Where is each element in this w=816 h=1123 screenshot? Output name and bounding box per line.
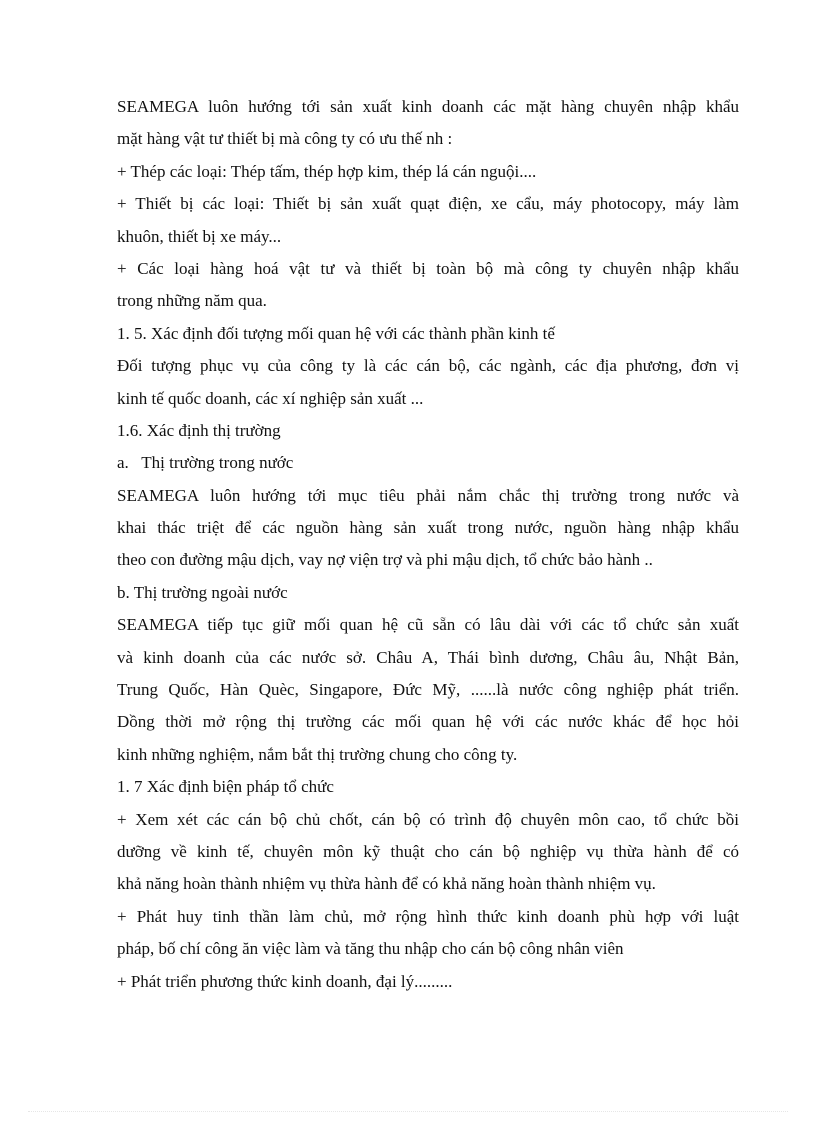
section-heading-1-7: 1. 7 Xác định biện pháp tổ chức: [117, 777, 334, 797]
bullet-business-methods: + Phát triển phương thức kinh doanh, đại lý.........: [117, 971, 453, 991]
bullet-steel: + Thép các loại: Thép tấm, thép hợp kim, thép lá cán nguội....: [117, 161, 537, 181]
page-bottom-divider: [28, 1111, 788, 1112]
paragraph-target-line-1: Đối tượng phục vụ của công ty là các cán bộ, các ngành, các địa phương, đơn vị: [117, 356, 739, 376]
paragraph-domestic-line-1: SEAMEGA luôn hướng tới mục tiêu phải nắm chắc thị trường trong nước và: [117, 485, 739, 505]
bullet-goods-line-2: trong những năm qua.: [117, 291, 267, 311]
document-page: [117, 91, 739, 998]
bullet-ownership-line-1: + Phát huy tinh thần làm chủ, mở rộng hình thức kinh doanh phù hợp với luật: [117, 906, 739, 926]
bullet-goods-line-1: + Các loại hàng hoá vật tư và thiết bị toàn bộ mà công ty chuyên nhập khẩu: [117, 258, 739, 278]
bullet-equipment-line-2: khuôn, thiết bị xe máy...: [117, 226, 282, 246]
bullet-staff-line-3: khả năng hoàn thành nhiệm vụ thừa hành để có khả năng hoàn thành nhiệm vụ.: [117, 874, 656, 894]
bullet-equipment-line-1: + Thiết bị các loại: Thiết bị sản xuất quạt điện, xe cẩu, máy photocopy, máy làm: [117, 194, 739, 214]
paragraph-foreign-line-4: Dồng thời mở rộng thị trường các mối quan hệ với các nước khác để học hỏi: [117, 712, 739, 732]
paragraph-intro-line-1: SEAMEGA luôn hướng tới sản xuất kinh doanh các mặt hàng chuyên nhập khẩu: [117, 97, 739, 116]
paragraph-foreign-line-3: Trung Quốc, Hàn Quèc, Singapore, Đức Mỹ, ......là nước công nghiệp phát triển.: [117, 680, 739, 700]
subheading-foreign-market: b. Thị trường ngoài nước: [117, 582, 288, 602]
paragraph-domestic-line-3: theo con đường mậu dịch, vay nợ viện trợ và phi mậu dịch, tổ chức bảo hành ..: [117, 550, 653, 570]
bullet-staff-line-1: + Xem xét các cán bộ chủ chốt, cán bộ có trình độ chuyên môn cao, tổ chức bồi: [117, 809, 739, 829]
paragraph-intro-line-2: mặt hàng vật tư thiết bị mà công ty có ưu thế nh :: [117, 129, 453, 149]
section-heading-1-5: 1. 5. Xác định đối tượng mối quan hệ với các thành phần kinh tế: [117, 323, 555, 343]
paragraph-foreign-line-5: kinh những nghiệm, nắm bắt thị trường chung cho công ty.: [117, 744, 518, 764]
paragraph-domestic-line-2: khai thác triệt để các nguồn hàng sản xuất trong nước, nguồn hàng nhập khẩu: [117, 518, 739, 538]
paragraph-foreign-line-2: và kinh doanh của các nước sở. Châu A, Thái bình dương, Châu âu, Nhật Bản,: [117, 647, 739, 667]
subheading-domestic-market: a. Thị trường trong nước: [117, 453, 294, 473]
bullet-staff-line-2: dưỡng về kinh tế, chuyên môn kỹ thuật cho cán bộ nghiệp vụ thừa hành để có: [117, 841, 739, 861]
section-heading-1-6: 1.6. Xác định thị trường: [117, 420, 281, 440]
paragraph-target-line-2: kinh tế quốc doanh, các xí nghiệp sản xuất ...: [117, 388, 424, 408]
paragraph-foreign-line-1: SEAMEGA tiếp tục giữ mối quan hệ cũ sẵn có lâu dài với các tổ chức sản xuất: [117, 615, 739, 635]
bullet-ownership-line-2: pháp, bố chí công ăn việc làm và tăng thu nhập cho cán bộ công nhân viên: [117, 939, 624, 959]
